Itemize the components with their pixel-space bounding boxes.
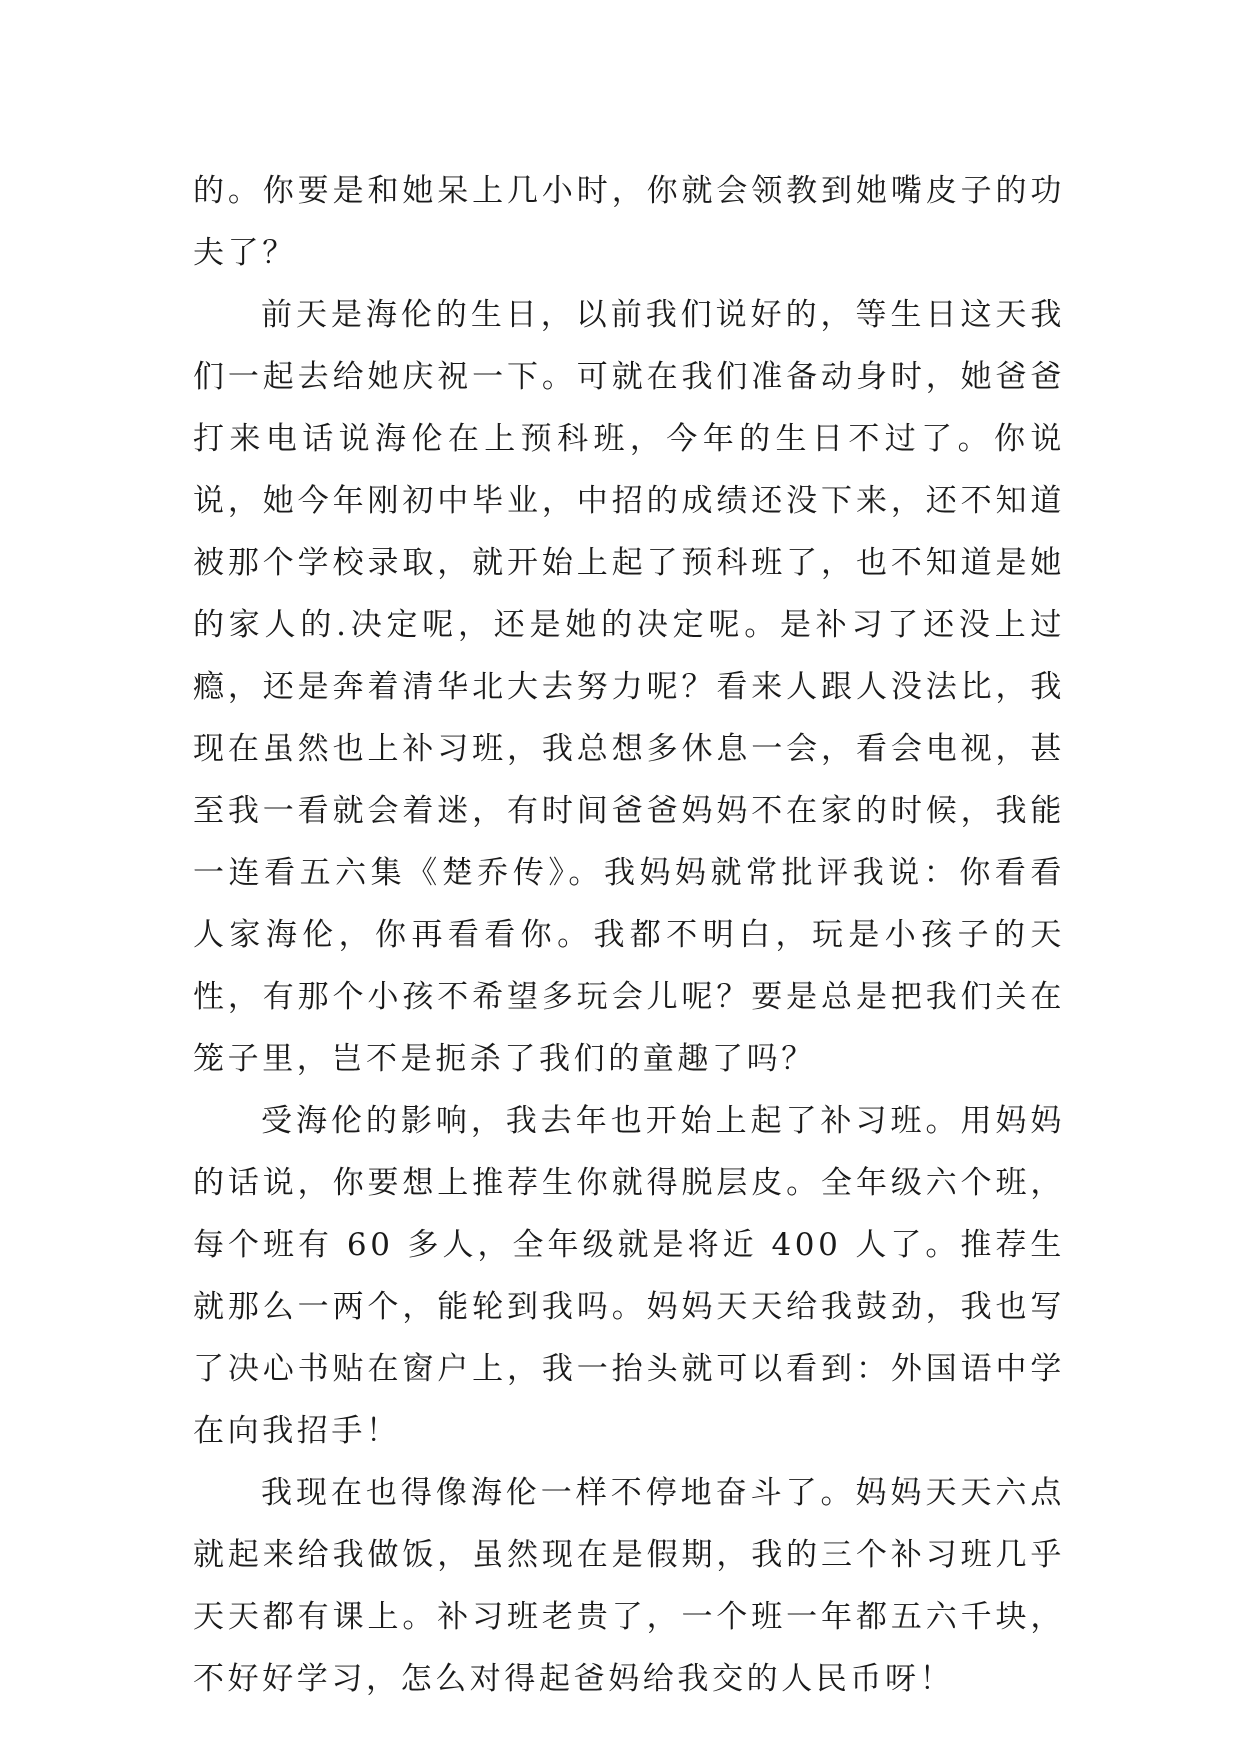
document-body — [193, 160, 1065, 1710]
paragraph-continuation: 的。你要是和她呆上几小时，你就会领教到她嘴皮子的功夫了？ — [193, 173, 1065, 271]
paragraph-striving: 我现在也得像海伦一样不停地奋斗了。妈妈天天六点就起来给我做饭，虽然现在是假期，我的三个补习班几乎天天都有课上。补习班老贵了，一个班一年都五六千块，不好好学习，怎么对得起爸妈给我交的人民币呀！ — [193, 1475, 1065, 1697]
paragraph-birthday: 前天是海伦的生日，以前我们说好的，等生日这天我们一起去给她庆祝一下。可就在我们准备动身时，她爸爸打来电话说海伦在上预科班，今年的生日不过了。你说说，她今年刚初中毕业，中招的成绩还没下来，还不知道被那个学校录取，就开始上起了预科班了，也不知道是她的家人的.决定呢，还是她的决定呢。是补习了还没上过瘾，还是奔着清华北大去努力呢？看来人跟人没法比，我现在虽然也上补习班，我总想多休息一会，看会电视，甚至我一看就会着迷，有时间爸爸妈妈不在家的时候，我能一连看五六集《楚乔传》。我妈妈就常批评我说：你看看人家海伦，你再看看你。我都不明白，玩是小孩子的天性，有那个小孩不希望多玩会儿呢？要是总是把我们关在笼子里，岂不是扼杀了我们的童趣了吗？ — [193, 297, 1065, 1077]
paragraph-tutoring: 受海伦的影响，我去年也开始上起了补习班。用妈妈的话说，你要想上推荐生你就得脱层皮。全年级六个班，每个班有 60 多人，全年级就是将近 400 人了。推荐生就那么一两个，能轮到我吗。妈妈天天给我鼓劲，我也写了决心书贴在窗户上，我一抬头就可以看到：外国语中学在向我招手！ — [193, 1103, 1065, 1449]
